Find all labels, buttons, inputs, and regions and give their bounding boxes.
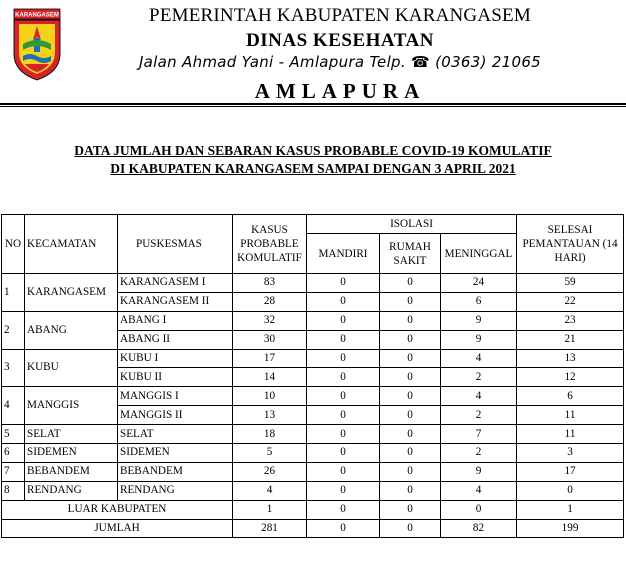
row-mandiri: 0 <box>307 349 380 368</box>
header-address: Jalan Ahmad Yani - Amlapura Telp. ☎ (0363) 21065 <box>138 53 542 71</box>
row-puskesmas: SIDEMEN <box>118 444 233 463</box>
row-meninggal: 9 <box>441 462 517 481</box>
row-puskesmas: ABANG I <box>118 311 233 330</box>
header-divider-thick <box>0 103 626 105</box>
covid-data-table <box>1 214 624 538</box>
row-mandiri: 0 <box>307 406 380 425</box>
row-jumlah-rumah-sakit: 0 <box>380 519 441 538</box>
row-puskesmas: KUBU II <box>118 368 233 387</box>
row-selesai: 11 <box>517 406 624 425</box>
row-no: 5 <box>2 425 25 444</box>
row-kasus: 14 <box>233 368 307 387</box>
row-mandiri: 0 <box>307 292 380 311</box>
row-selesai: 23 <box>517 311 624 330</box>
table-row <box>2 481 624 500</box>
row-selesai: 22 <box>517 292 624 311</box>
row-selesai: 59 <box>517 274 624 293</box>
row-selesai: 3 <box>517 444 624 463</box>
row-rumah-sakit: 0 <box>380 311 441 330</box>
row-no: 2 <box>2 311 25 349</box>
header-no: NO <box>2 215 25 274</box>
row-luar-kabupaten <box>2 500 624 519</box>
row-luar-kabupaten-meninggal: 0 <box>441 500 517 519</box>
row-rumah-sakit: 0 <box>380 481 441 500</box>
header-agency: DINAS KESEHATAN <box>246 30 434 51</box>
row-meninggal: 2 <box>441 406 517 425</box>
row-puskesmas: KARANGASEM I <box>118 274 233 293</box>
row-kecamatan: BEBANDEM <box>25 462 118 481</box>
row-jumlah <box>2 519 624 538</box>
row-luar-kabupaten-mandiri: 0 <box>307 500 380 519</box>
row-selesai: 17 <box>517 462 624 481</box>
row-kecamatan: RENDANG <box>25 481 118 500</box>
document-title-line-2: DI KABUPATEN KARANGASEM SAMPAI DENGAN 3 APRIL 2021 <box>110 161 516 176</box>
row-kasus: 5 <box>233 444 307 463</box>
table-row <box>2 274 624 293</box>
header-kasus-text: KASUS PROBABLE KOMULATIF <box>237 224 302 264</box>
row-no: 4 <box>2 387 25 425</box>
row-luar-kabupaten-rumah-sakit: 0 <box>380 500 441 519</box>
row-rumah-sakit: 0 <box>380 349 441 368</box>
row-rumah-sakit: 0 <box>380 292 441 311</box>
row-kasus: 26 <box>233 462 307 481</box>
row-luar-kabupaten-selesai: 1 <box>517 500 624 519</box>
row-meninggal: 4 <box>441 387 517 406</box>
row-kecamatan: SIDEMEN <box>25 444 118 463</box>
header-selesai-text: SELESAI PEMANTAUAN (14 HARI) <box>522 224 618 264</box>
table-row <box>2 444 624 463</box>
row-rumah-sakit: 0 <box>380 368 441 387</box>
row-kasus: 30 <box>233 330 307 349</box>
row-puskesmas: RENDANG <box>118 481 233 500</box>
row-meninggal: 2 <box>441 444 517 463</box>
row-selesai: 11 <box>517 425 624 444</box>
row-mandiri: 0 <box>307 368 380 387</box>
row-rumah-sakit: 0 <box>380 330 441 349</box>
row-meninggal: 9 <box>441 330 517 349</box>
header-isolasi: ISOLASI <box>307 215 517 234</box>
karangasem-crest-icon <box>11 6 63 82</box>
header-selesai <box>517 215 624 274</box>
row-kecamatan: SELAT <box>25 425 118 444</box>
row-puskesmas: KARANGASEM II <box>118 292 233 311</box>
row-no: 1 <box>2 274 25 312</box>
row-puskesmas: KUBU I <box>118 349 233 368</box>
karangasem-logo <box>11 6 63 82</box>
row-kasus: 83 <box>233 274 307 293</box>
header-kasus <box>233 215 307 274</box>
row-jumlah-selesai: 199 <box>517 519 624 538</box>
logo-banner-text: KARANGASEM <box>15 12 59 19</box>
row-kasus: 18 <box>233 425 307 444</box>
row-meninggal: 9 <box>441 311 517 330</box>
row-no: 3 <box>2 349 25 387</box>
table-row <box>2 425 624 444</box>
row-kasus: 10 <box>233 387 307 406</box>
row-jumlah-kasus: 281 <box>233 519 307 538</box>
row-puskesmas: SELAT <box>118 425 233 444</box>
row-selesai: 6 <box>517 387 624 406</box>
row-kasus: 28 <box>233 292 307 311</box>
row-puskesmas: ABANG II <box>118 330 233 349</box>
row-luar-kabupaten-kasus: 1 <box>233 500 307 519</box>
row-puskesmas: MANGGIS II <box>118 406 233 425</box>
row-rumah-sakit: 0 <box>380 425 441 444</box>
row-mandiri: 0 <box>307 462 380 481</box>
header-puskesmas: PUSKESMAS <box>118 215 233 274</box>
row-meninggal: 7 <box>441 425 517 444</box>
row-luar-kabupaten-label: LUAR KABUPATEN <box>2 500 233 519</box>
header-city: AMLAPURA <box>254 79 426 103</box>
row-kecamatan: KUBU <box>25 349 118 387</box>
row-no: 8 <box>2 481 25 500</box>
row-selesai: 13 <box>517 349 624 368</box>
row-meninggal: 2 <box>441 368 517 387</box>
row-mandiri: 0 <box>307 387 380 406</box>
row-puskesmas: BEBANDEM <box>118 462 233 481</box>
row-mandiri: 0 <box>307 481 380 500</box>
row-jumlah-meninggal: 82 <box>441 519 517 538</box>
table-body <box>2 274 624 538</box>
row-kasus: 13 <box>233 406 307 425</box>
row-meninggal: 4 <box>441 481 517 500</box>
row-jumlah-label: JUMLAH <box>2 519 233 538</box>
header-divider-thin <box>0 106 626 107</box>
row-mandiri: 0 <box>307 311 380 330</box>
header-government: PEMERINTAH KABUPATEN KARANGASEM <box>149 5 531 26</box>
row-selesai: 21 <box>517 330 624 349</box>
row-mandiri: 0 <box>307 425 380 444</box>
header-rumah-sakit <box>380 234 441 274</box>
row-no: 7 <box>2 462 25 481</box>
row-kasus: 17 <box>233 349 307 368</box>
row-meninggal: 4 <box>441 349 517 368</box>
row-meninggal: 6 <box>441 292 517 311</box>
row-meninggal: 24 <box>441 274 517 293</box>
row-mandiri: 0 <box>307 444 380 463</box>
table-row <box>2 387 624 406</box>
row-rumah-sakit: 0 <box>380 274 441 293</box>
row-mandiri: 0 <box>307 274 380 293</box>
header-mandiri: MANDIRI <box>307 234 380 274</box>
header-kecamatan: KECAMATAN <box>25 215 118 274</box>
row-no: 6 <box>2 444 25 463</box>
row-rumah-sakit: 0 <box>380 444 441 463</box>
row-kasus: 32 <box>233 311 307 330</box>
row-puskesmas: MANGGIS I <box>118 387 233 406</box>
row-rumah-sakit: 0 <box>380 406 441 425</box>
table-row <box>2 462 624 481</box>
row-kecamatan: MANGGIS <box>25 387 118 425</box>
header-rumah-sakit-text: RUMAH SAKIT <box>389 240 431 267</box>
row-kecamatan: ABANG <box>25 311 118 349</box>
row-selesai: 12 <box>517 368 624 387</box>
row-selesai: 0 <box>517 481 624 500</box>
row-rumah-sakit: 0 <box>380 462 441 481</box>
row-rumah-sakit: 0 <box>380 387 441 406</box>
document-title-line-1: DATA JUMLAH DAN SEBARAN KASUS PROBABLE COVID-19 KOMULATIF <box>74 143 552 158</box>
table-row <box>2 311 624 330</box>
row-kasus: 4 <box>233 481 307 500</box>
row-jumlah-mandiri: 0 <box>307 519 380 538</box>
row-kecamatan: KARANGASEM <box>25 274 118 312</box>
row-mandiri: 0 <box>307 330 380 349</box>
table-row <box>2 349 624 368</box>
header-meninggal: MENINGGAL <box>441 234 517 274</box>
